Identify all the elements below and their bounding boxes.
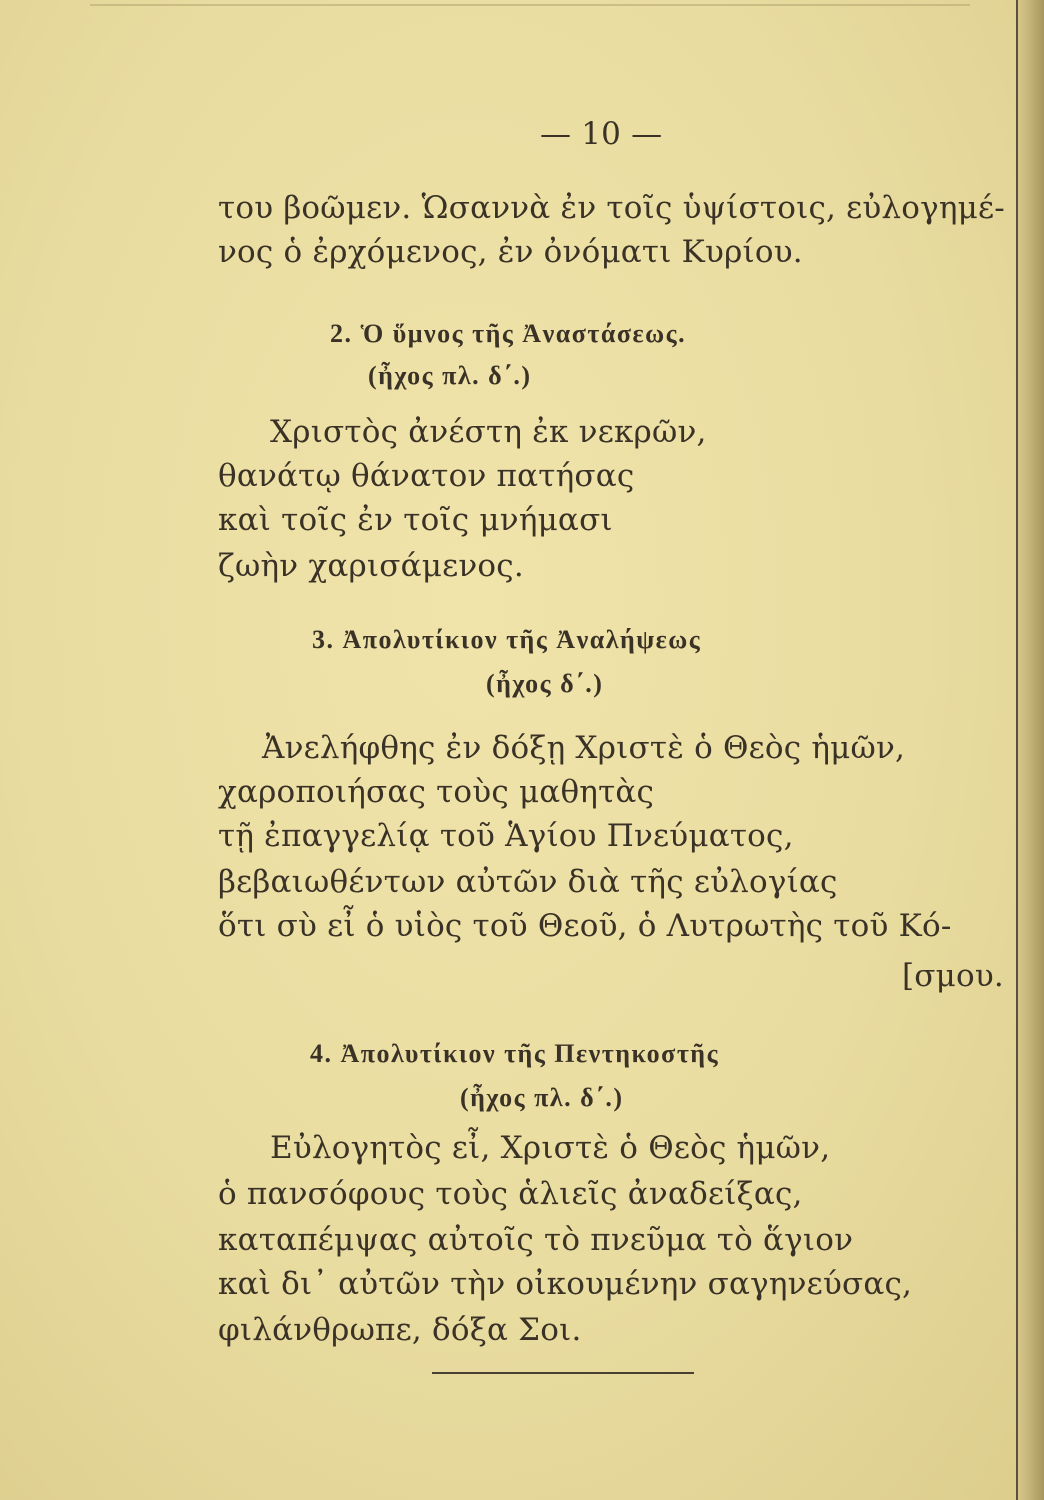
hymn-line: χαροποιήσας τοὺς μαθητὰς	[218, 774, 655, 810]
body-line: νος ὁ ἐρχόμενος, ἐν ὀνόματι Κυρίου.	[218, 234, 803, 270]
section-heading: 3. Ἀπολυτίκιον τῆς Ἀναλήψεως	[312, 625, 702, 654]
hymn-line: καὶ δι᾿ αὐτῶν τὴν οἰκουμένην σαγηνεύσας,	[218, 1266, 913, 1302]
book-spine	[1016, 0, 1044, 1500]
page-number: — 10 —	[540, 116, 663, 152]
hymn-line: [σμου.	[902, 958, 1004, 994]
hymn-line: Εὐλογητὸς εἶ, Χριστὲ ὁ Θεὸς ἡμῶν,	[270, 1130, 831, 1166]
end-rule	[432, 1372, 694, 1374]
hymn-line: φιλάνθρωπε, δόξα Σοι.	[218, 1312, 582, 1348]
section-heading: 4. Ἀπολυτίκιον τῆς Πεντηκοστῆς	[310, 1039, 720, 1068]
hymn-line: Ἀνελήφθης ἐν δόξῃ Χριστὲ ὁ Θεὸς ἡμῶν,	[262, 730, 906, 766]
section-heading: 2. Ὁ ὕμνος τῆς Ἀναστάσεως.	[330, 319, 687, 348]
hymn-line: ζωὴν χαρισάμενος.	[218, 548, 524, 584]
top-edge-rule	[90, 4, 970, 6]
section-mode: (ἦχος πλ. δ΄.)	[368, 361, 532, 390]
hymn-line: Χριστὸς ἀνέστη ἐκ νεκρῶν,	[270, 414, 707, 450]
hymn-line: βεβαιωθέντων αὐτῶν διὰ τῆς εὐλογίας	[218, 864, 838, 900]
hymn-line: καταπέμψας αὐτοῖς τὸ πνεῦμα τὸ ἅγιον	[218, 1222, 854, 1258]
section-mode: (ἦχος δ΄.)	[486, 669, 604, 698]
hymn-line: ὅτι σὺ εἶ ὁ υἱὸς τοῦ Θεοῦ, ὁ Λυτρωτὴς τοῦ Κό-	[218, 908, 952, 944]
section-mode: (ἦχος πλ. δ΄.)	[460, 1083, 624, 1112]
hymn-line: θανάτῳ θάνατον πατήσας	[218, 458, 635, 494]
body-line: του βοῶμεν. Ὡσαννὰ ἐν τοῖς ὑψίστοις, εὐλογημέ-	[218, 190, 1005, 226]
hymn-line: καὶ τοῖς ἐν τοῖς μνήμασι	[218, 502, 613, 538]
hymn-line: ὁ πανσόφους τοὺς ἁλιεῖς ἀναδείξας,	[218, 1176, 803, 1212]
hymn-line: τῇ ἐπαγγελίᾳ τοῦ Ἁγίου Πνεύματος,	[218, 818, 794, 854]
